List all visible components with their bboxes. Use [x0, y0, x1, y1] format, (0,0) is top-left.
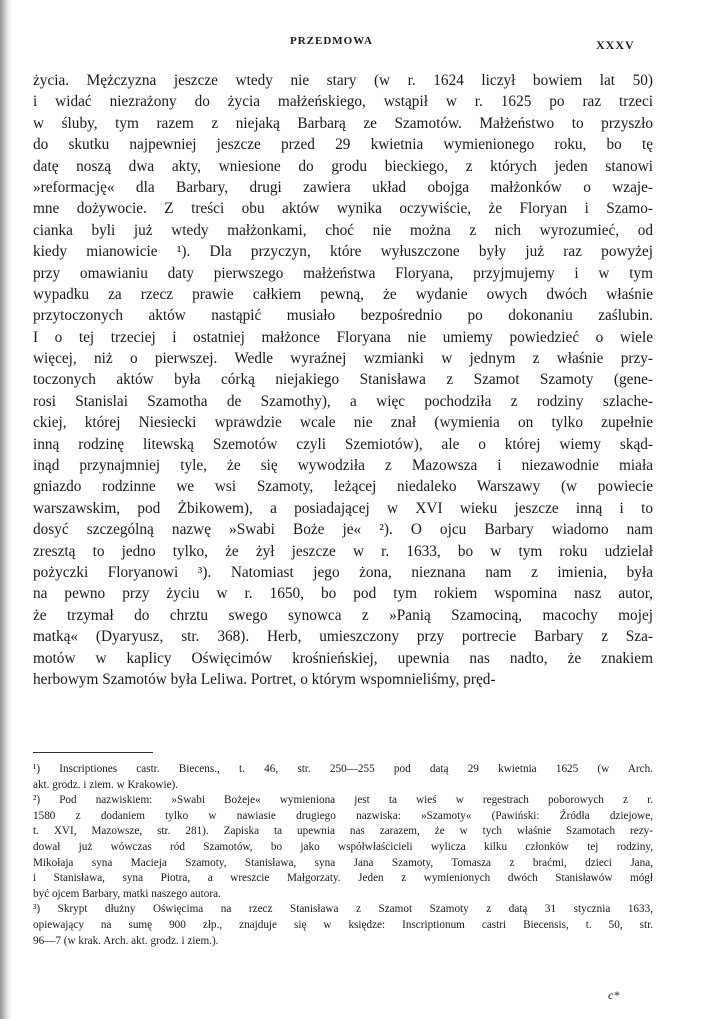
text-line: wypadku za rzecz prawie całkiem pewną, że wydanie owych dwóch właśnie: [33, 285, 653, 303]
text-line: datę noszą dwa akty, wniesione do grodu bieckiego, z których jeden stanowi: [33, 157, 653, 175]
text-line: i widać niezrażony do życia małżeńskiego, wstąpił w r. 1625 po raz trzeci: [33, 93, 653, 111]
text-line: I o tej trzeciej i ostatniej małżonce Floryana nie umiemy powiedzieć o wiele: [33, 328, 653, 346]
text-line: cianka byli już wtedy małżonkami, choć nie można z nich wyrozumieć, od: [33, 221, 653, 239]
text-line: do skutku najpewniej jeszcze przed 29 kwietnia wymienionego roku, bo tę: [33, 136, 653, 154]
text-line: na pewno przy życiu w r. 1650, bo pod tym rokiem wspomina nasz autor,: [33, 585, 653, 603]
scan-binding-edge: [0, 0, 12, 1019]
text-line: mne dożywocie. Z treści obu aktów wynika oczywiście, że Floryan i Szamo-: [33, 200, 653, 218]
page-number: XXXV: [596, 38, 635, 52]
footnote-line: 96—7 (w krak. Arch. akt. grodz. i ziem.).: [33, 934, 219, 947]
footnote-line: ³) Skrypt dłużny Oświęcima na rzecz Stanisława z Szamot Szamoty z datą 31 stycznia 1633,: [33, 903, 653, 916]
text-line: zresztą to jedno tylko, że żył jeszcze w r. 1633, bo w tym roku udzielał: [33, 542, 653, 560]
text-line: motów w kaplicy Oświęcimów krośnieńskiej, upewnia nas nadto, że znakiem: [33, 649, 653, 667]
text-line: przytoczonych aktów nastąpić musiało bezpośrednio po dokonaniu zaślubin.: [33, 307, 653, 325]
text-line: kiedy mianowicie ¹). Dla przyczyn, które wyłuszczone były już raz powyżej: [33, 243, 653, 261]
text-line: herbowym Szamotów była Leliwa. Portret, o którym wspomnieliśmy, pręd-: [33, 670, 496, 688]
text-line: rosi Stanislai Szamotha de Szamothy), a więc pochodziła z rodziny szlache-: [33, 392, 653, 410]
text-line: dosyć szczególną nazwę »Swabi Boże je« ²). O ojcu Barbary wiadomo nam: [33, 521, 653, 539]
text-line: gniazdo rodzinne we wsi Szamoty, leżącej niedaleko Warszawy (w powiecie: [33, 478, 653, 496]
footnote-line: i Stanisława, syna Piotra, a wreszcie Małgorzaty. Jeden z wymienionych dwóch Stanisławów mógł: [33, 872, 653, 885]
footnotes: [33, 762, 653, 949]
text-line: w śluby, tym razem z niejaką Barbarą ze Szamotów. Małżeństwo to przyszło: [33, 114, 653, 132]
main-text: [33, 70, 653, 690]
text-line: inną rodzinę litewską Szemotów czyli Szemiotów), ale o której wiemy skąd-: [33, 435, 653, 453]
footnote-line: ²) Pod nazwiskiem: »Swabi Bożeje« wymieniona jest ta wieś w regestrach poborowych z r.: [33, 794, 653, 807]
text-line: że trzymał do chrztu swego synowca z »Panią Szamociną, macochy mojej: [33, 606, 653, 624]
footnote-line: być ojcem Barbary, matki naszego autora.: [33, 887, 221, 900]
footnote-line: dował już wówczas ród Szamotów, bo jako współwłaścicieli wylicza kilku członków tej rodziny,: [33, 840, 653, 853]
footnote-line: t. XVI, Mazowsze, str. 281). Zapiska ta upewnia nas zarazem, że w tych właśnie Szamotach rezy-: [33, 825, 653, 838]
text-line: życia. Mężczyzna jeszcze wtedy nie stary (w r. 1624 liczył bowiem lat 50): [33, 72, 653, 89]
text-line: warszawskim, pod Żbikowem), a posiadającej w XVI wieku jeszcze inną i to: [33, 499, 653, 517]
footnote-line: 1580 z dodaniem tylko w nawiasie drugiego nazwiska: »Szamoty« (Pawiński: Źródła dziejowe,: [33, 809, 653, 822]
running-head: PRZEDMOWA: [290, 35, 373, 47]
footnote-line: ¹) Inscriptiones castr. Biecens., t. 46, str. 250—255 pod datą 29 kwietnia 1625 (w Arch.: [33, 763, 653, 775]
page-header: [0, 35, 720, 55]
text-line: matką« (Dyaryusz, str. 368). Herb, umieszczony przy portrecie Barbary z Sza-: [33, 628, 653, 646]
text-line: toczonych aktów była córką niejakiego Stanisława z Szamot Szamoty (gene-: [33, 371, 653, 389]
footnote-separator: [33, 752, 153, 753]
text-line: przy omawianiu daty pierwszego małżeństwa Floryana, przyjmujemy i w tym: [33, 264, 653, 282]
text-line: ckiej, której Niesiecki wprawdzie wcale nie znał (wymienia on tylko zupełnie: [33, 414, 653, 432]
text-line: więcej, niż o pierwszej. Wedle wyraźnej wzmianki w jednym z właśnie przy-: [33, 350, 653, 368]
text-line: »reformację« dla Barbary, drugi zawiera układ obojga małżonków o wzaje-: [33, 178, 653, 196]
signature-mark: c*: [608, 988, 620, 1002]
footnote-line: akt. grodz. i ziem. w Krakowie).: [33, 778, 179, 791]
footnote-line: Mikołaja syna Macieja Szamoty, Stanisława, syna Jana Szamoty, Tomasza z braćmi, dzieci Jana,: [33, 856, 653, 869]
text-line: pożyczki Floryanowi ³). Natomiast jego żona, nieznana nam z imienia, była: [33, 563, 653, 581]
footnote-line: opiewający na sumę 900 złp., znajduje się w księdze: Inscriptionum castri Biecensis, t. 50, str.: [33, 918, 653, 931]
text-line: inąd przynajmniej tyle, że się wywodziła z Mazowsza i niezawodnie miała: [33, 457, 653, 475]
